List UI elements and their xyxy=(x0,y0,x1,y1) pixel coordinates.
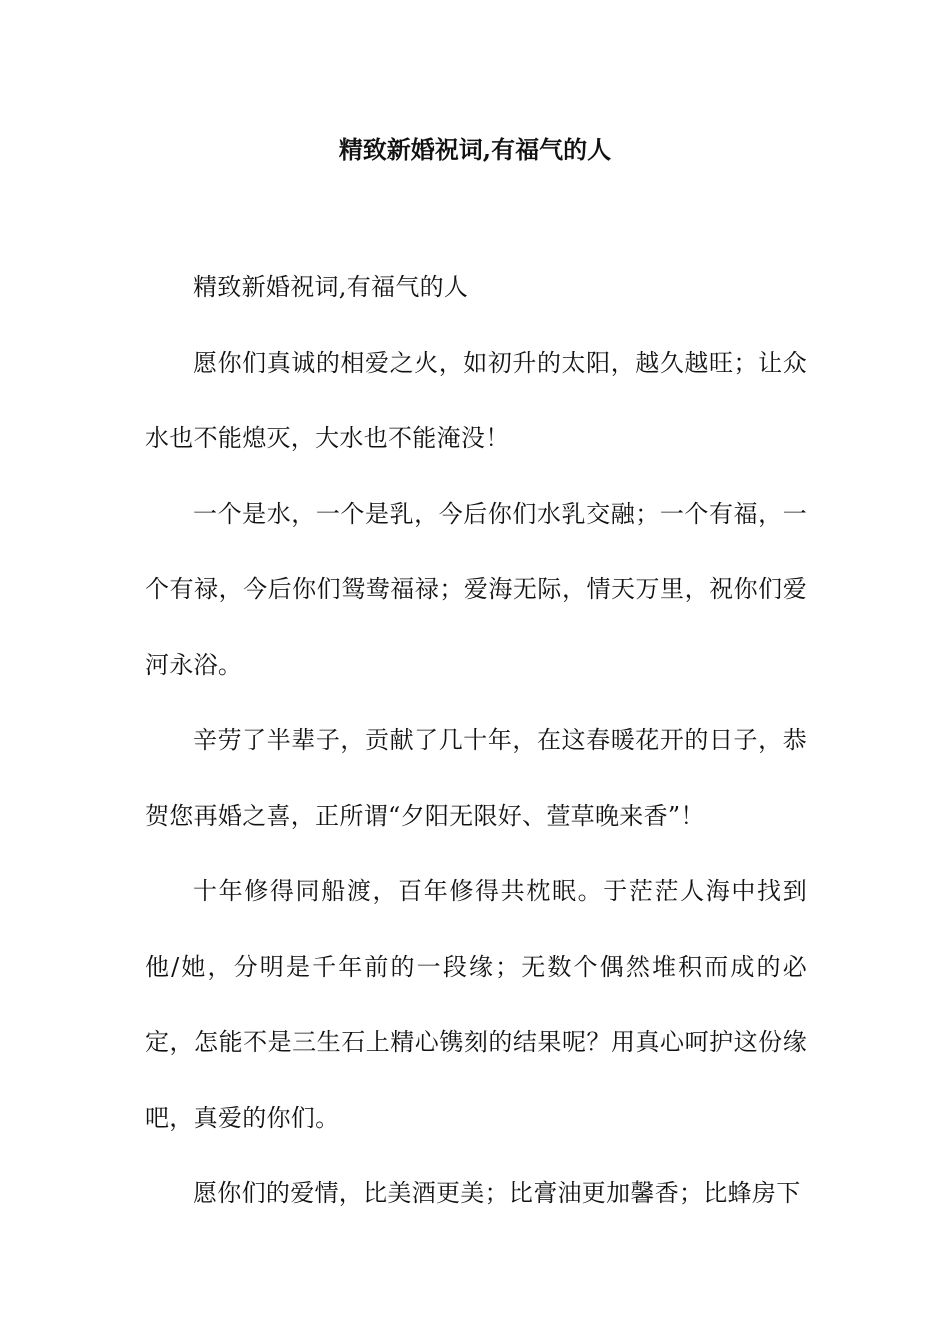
paragraph: 愿你们真诚的相爱之火，如初升的太阳，越久越旺；让众水也不能熄灭，大水也不能淹没！ xyxy=(145,348,807,452)
paragraph: 精致新婚祝词,有福气的人 xyxy=(193,273,469,301)
paragraph: 愿你们的爱情，比美酒更美；比膏油更加馨香；比蜂房下 xyxy=(193,1179,801,1207)
document-title: 精致新婚祝词,有福气的人 xyxy=(338,135,612,164)
document-body xyxy=(145,250,807,1232)
paragraph: 辛劳了半辈子，贡献了几十年，在这春暖花开的日子，恭贺您再婚之喜，正所谓“夕阳无限好、萱草晚来香”！ xyxy=(145,726,807,830)
paragraph: 十年修得同船渡，百年修得共枕眠。于茫茫人海中找到他/她，分明是千年前的一段缘；无数个偶然堆积而成的必定，怎能不是三生石上精心镌刻的结果呢？用真心呵护这份缘吧，真爱的你们。 xyxy=(145,877,807,1132)
paragraph: 一个是水，一个是乳，今后你们水乳交融；一个有福，一个有禄，今后你们鸳鸯福禄；爱海无际，情天万里，祝你们爱河永浴。 xyxy=(145,499,807,679)
